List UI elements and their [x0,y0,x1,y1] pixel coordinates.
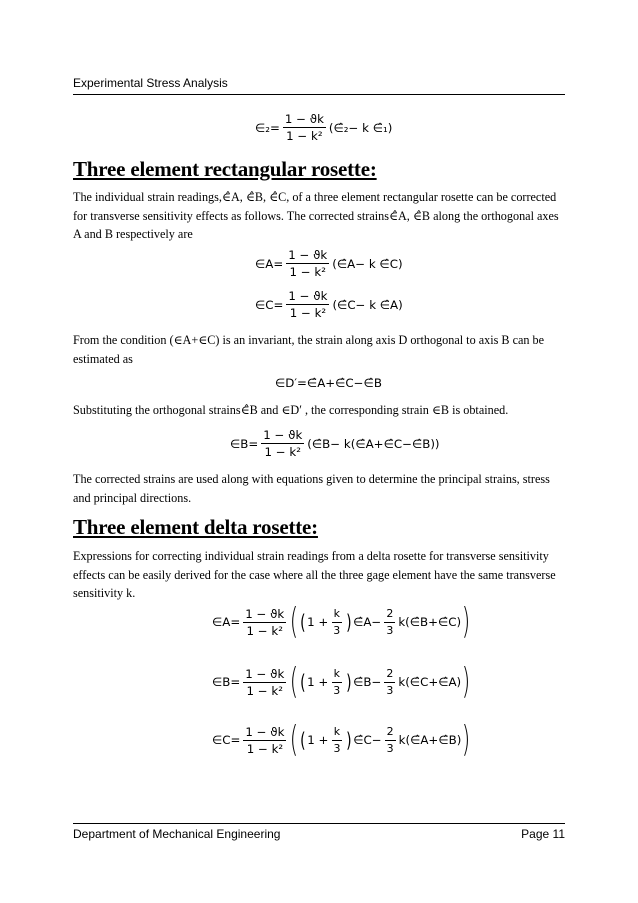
equation-epsilon-d: ∈D′=∈̂A+∈̂C−∈̂B [275,376,382,390]
eq-rhs: (∈̂C− k ∈̂A) [332,297,403,312]
eq-lhs: ∈C= [212,733,241,747]
equation-epsilon-c [255,289,403,320]
eq-two-thirds [384,607,395,638]
frac-num: k [332,725,342,741]
eq-mid-term: ∈̂C− [353,733,382,747]
eq-tail-term: k(∈̂A+∈̂B) [398,733,462,747]
frac-den: 3 [333,623,341,637]
footer-page-number: Page 11 [521,827,565,841]
equation-epsilon-b [230,428,440,459]
eq-lhs: ∈C= [255,297,284,312]
page-footer [73,827,565,841]
frac-num: 1 − ϑk [288,289,328,303]
open-paren-outer: ( [290,601,299,642]
frac-den: 1 − k² [289,265,326,279]
frac-num: 1 − ϑk [263,428,303,442]
open-paren-outer: ( [290,719,299,760]
eq-lhs: ∈B= [230,436,259,451]
footer-rule [73,823,565,824]
eq-fraction [283,112,326,143]
close-paren-outer: ) [461,601,471,642]
frac-den: 3 [386,741,394,755]
equation-epsilon-2 [255,112,392,143]
delta-equation [212,719,471,760]
eq-one-plus: 1 + [307,675,329,689]
eq-k-over-3 [331,607,342,638]
eq-tail-term: k(∈̂B+∈̂C) [398,615,462,629]
eq-fraction [243,725,286,756]
eq-tail-term: k(∈̂C+∈̂A) [398,675,462,689]
eq-rhs: (∈̂B− k(∈̂A+∈̂C−∈̂B)) [307,436,440,451]
header-rule [73,94,565,95]
delta-equation [212,601,471,642]
frac-den: 3 [386,683,394,697]
frac-num: 2 [384,607,395,623]
frac-den: 1 − k² [286,129,323,143]
close-paren-outer: ) [461,661,471,702]
frac-den: 3 [333,683,341,697]
paragraph-substituting: Substituting the orthogonal strains∈̂B and ∈D′ , the corresponding strain ∈B is obtained. [73,403,509,417]
eq-one-plus: 1 + [307,615,329,629]
open-paren-outer: ( [290,661,299,702]
eq-fraction [243,667,286,698]
frac-num: 2 [385,725,396,741]
close-paren-inner: ) [346,728,353,752]
frac-den: 1 − k² [246,623,283,638]
eq-mid-term: ∈̂B− [353,675,382,689]
equation-epsilon-a [255,248,403,279]
frac-num: k [332,667,342,683]
eq-fraction [261,428,304,459]
eq-fraction [243,607,286,638]
eq-lhs: ∈A= [212,615,241,629]
close-paren-outer: ) [462,719,471,760]
frac-num: 2 [384,667,395,683]
frac-den: 1 − k² [246,741,284,756]
paragraph-invariant: From the condition (∈A+∈C) is an invariant, the strain along axis D orthogonal to axis B can be estimated as [73,333,545,366]
frac-num: 1 − ϑk [245,666,285,681]
eq-k-over-3 [331,667,342,698]
open-paren-inner: ( [300,728,307,752]
eq-lhs: ∈₂= [255,120,280,135]
frac-den: 1 − k² [264,445,301,459]
frac-den: 1 − k² [246,683,283,698]
section-heading-rectangular: Three element rectangular rosette: [73,157,377,181]
open-paren-inner: ( [300,610,306,634]
eq-fraction [286,248,329,279]
footer-department: Department of Mechanical Engineering [73,827,281,841]
frac-den: 3 [386,623,394,637]
eq-lhs: ∈A= [255,256,284,271]
page-header: Experimental Stress Analysis [73,76,228,90]
paragraph-rectangular-intro: The individual strain readings,∈̂A, ∈̂B, ∈̂C, of a three element rectangular rosette can be corrected for transverse sensitivity effects as follows. The corrected strains∈̂A, ∈̂B along the orthogonal axes A and B respectively are [73,190,559,241]
section-heading-delta: Three element delta rosette: [73,515,318,539]
eq-fraction [286,289,329,320]
eq-mid-term: ∈̂A− [353,615,382,629]
close-paren-inner: ) [346,610,352,634]
frac-num: k [332,607,342,623]
frac-num: 1 − ϑk [245,606,285,621]
frac-num: 1 − ϑk [245,724,285,739]
frac-den: 3 [333,741,341,755]
eq-two-thirds [384,667,395,698]
eq-lhs: ∈B= [212,675,241,689]
paragraph-delta-intro: Expressions for correcting individual strain readings from a delta rosette for transverse sensitivity effects can be easily derived for the case where all the three gage element have the same transverse sensitivity k. [73,549,556,600]
frac-num: 1 − ϑk [288,248,328,262]
eq-rhs: (∈̂₂− k ∈̂₁) [328,120,393,135]
frac-num: 1 − ϑk [284,112,324,126]
delta-equation [212,661,471,702]
eq-one-plus: 1 + [307,733,329,747]
eq-two-thirds [385,725,396,756]
close-paren-inner: ) [346,670,352,694]
eq-k-over-3 [331,725,342,756]
paragraph-corrected-strains: The corrected strains are used along with equations given to determine the principal strains, stress and principal directions. [73,472,550,505]
frac-den: 1 − k² [289,306,327,320]
open-paren-inner: ( [300,670,306,694]
eq-rhs: (∈̂A− k ∈̂C) [332,256,403,271]
